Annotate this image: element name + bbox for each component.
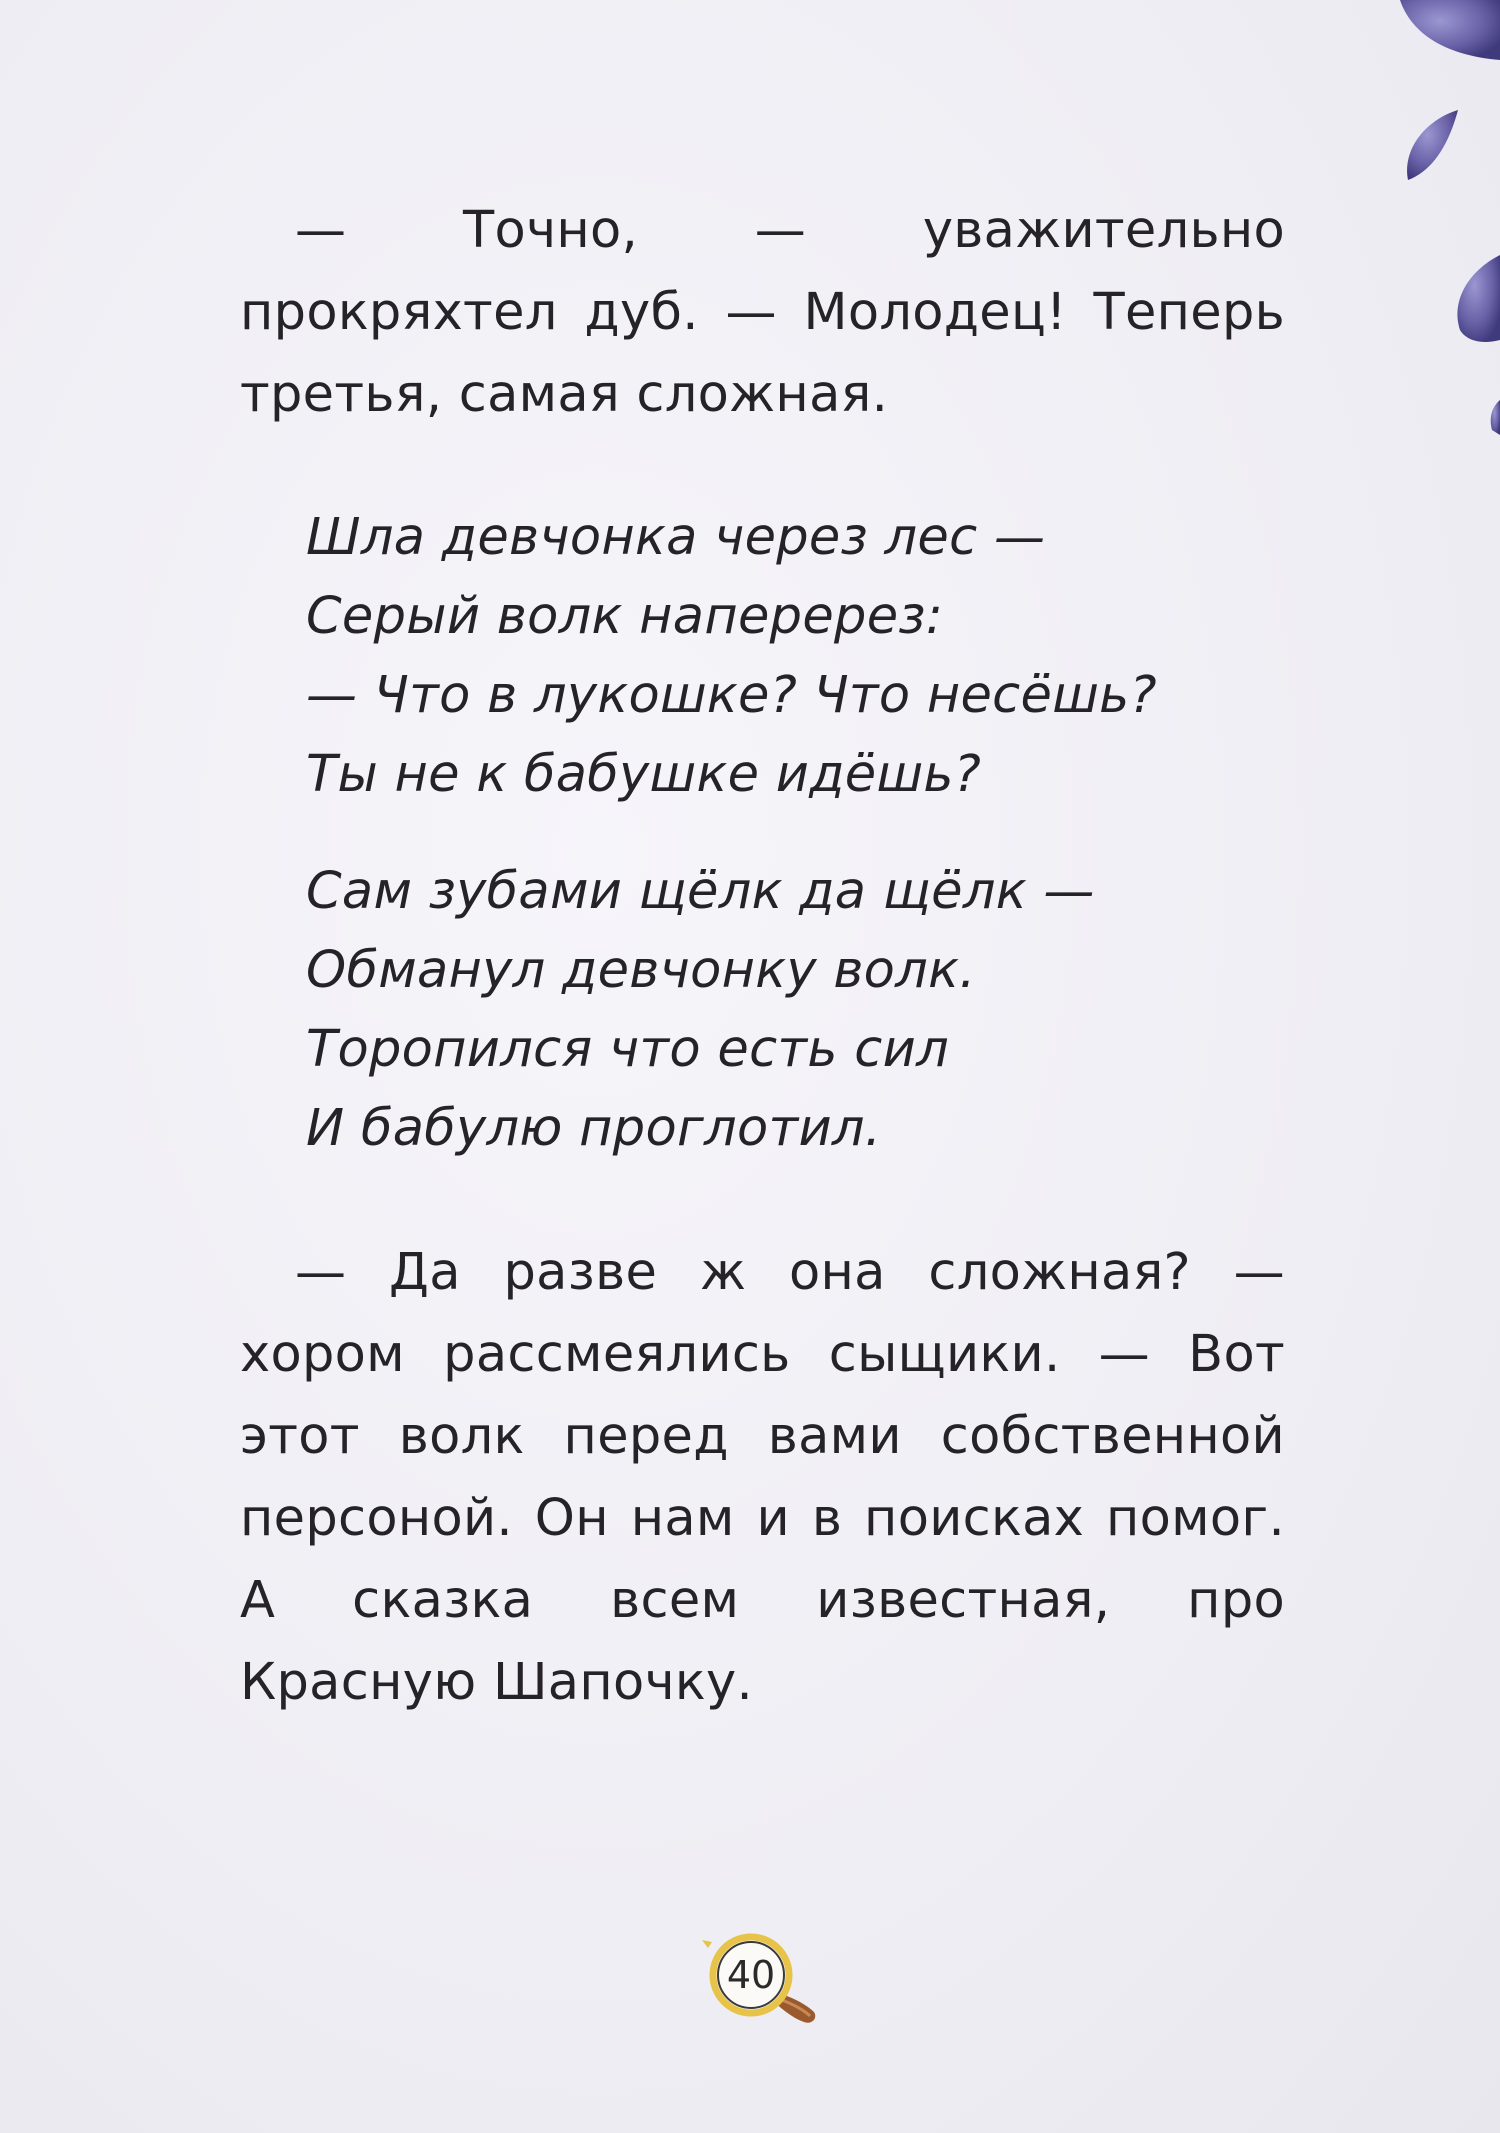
- story-text: [240, 190, 1285, 1724]
- page-number: 40: [726, 1953, 776, 1997]
- paragraph-text: — Точно, — уважительно прокряхтел дуб. — Молодец! Теперь третья, самая сложная.: [240, 201, 1285, 424]
- page-number-badge: [700, 1930, 818, 2030]
- riddle-poem: [306, 498, 1285, 1168]
- poem-line: Обманул девчонку волк.: [306, 941, 976, 1000]
- poem-line: — Что в лукошке? Что несёшь?: [306, 666, 1157, 725]
- paragraph-oak-riddle: [240, 190, 1285, 436]
- paragraph-text: — Да разве ж она сложная? — хором рассмеялись сыщики. — Вот этот волк перед вами собственной персоной. Он нам и в поисках помог. А сказка всем известная, про Красную Шапочку.: [240, 1243, 1285, 1712]
- poem-line: И бабулю проглотил.: [306, 1099, 882, 1158]
- ink-drops-icon: [1380, 0, 1500, 460]
- paragraph-detectives-answer: [240, 1232, 1285, 1724]
- poem-line: Сам зубами щёлк да щёлк —: [306, 862, 1095, 921]
- poem-line: Серый волк наперерез:: [306, 587, 944, 646]
- poem-stanza-2: [306, 852, 1285, 1168]
- poem-line: Торопился что есть сил: [306, 1020, 949, 1079]
- poem-stanza-1: [306, 498, 1285, 814]
- poem-line: Ты не к бабушке идёшь?: [306, 745, 982, 804]
- poem-line: Шла девчонка через лес —: [306, 508, 1046, 567]
